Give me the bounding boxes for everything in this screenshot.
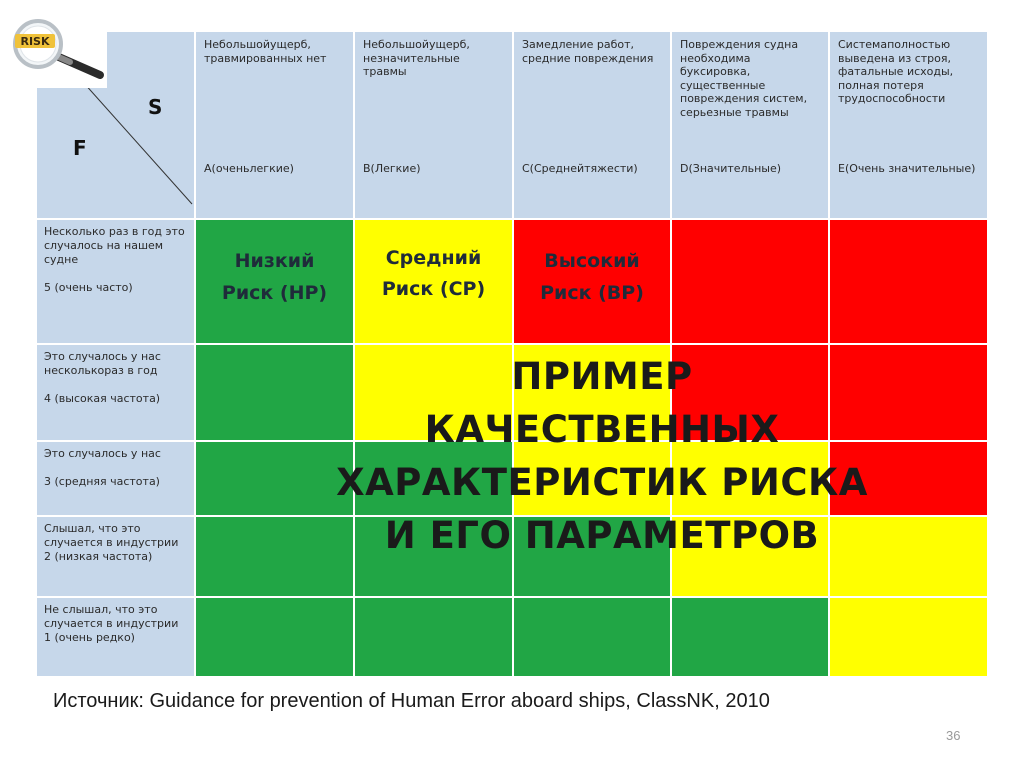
row-description: Не слышал, что это случается в индустрии (44, 603, 179, 630)
row-header-text (44, 225, 190, 295)
row-grade: 5 (очень часто) (44, 281, 133, 294)
overlay-title-line: ПРИМЕР (511, 355, 693, 398)
row-header-4 (37, 345, 194, 440)
column-grade: D(Значительные) (680, 162, 782, 175)
row-description: Слышал, что это случается в индустрии (44, 522, 179, 549)
cell-5d (672, 220, 828, 343)
risk-label-low-line2: Риск (НР) (221, 282, 328, 304)
row-description: Это случалось у нас несколькораз в год (44, 350, 161, 377)
cell-1c (514, 598, 670, 676)
column-description: Замедление работ, средние повреждения (522, 38, 654, 65)
cell-1a (196, 598, 353, 676)
overlay-title-line: И ЕГО ПАРАМЕТРОВ (384, 514, 820, 557)
overlay-title-line: ХАРАКТЕРИСТИК РИСКА (336, 461, 868, 504)
row-header-text (44, 350, 190, 406)
column-header-e (830, 32, 987, 218)
column-description: Небольшойущерб, травмированных нет (204, 38, 327, 65)
row-header-1 (37, 598, 194, 676)
row-header-text (44, 447, 190, 489)
risk-logo (0, 0, 107, 88)
column-description: Повреждения судна необходима буксировка, существенные повреждения систем, серьезные травмы (680, 38, 808, 119)
risk-label-high-line1: Высокий (544, 250, 640, 272)
risk-label-high-line2: Риск (ВР) (540, 282, 644, 304)
axis-label-f: F (73, 136, 87, 160)
column-header-a (196, 32, 353, 218)
row-grade: 2 (низкая частота) (44, 550, 153, 563)
cell-5e (830, 220, 987, 343)
row-grade: 1 (очень редко) (44, 631, 135, 644)
cell-5b (355, 220, 512, 343)
column-description: Небольшойущерб, незначительные травмы (363, 38, 470, 78)
row-header-5 (37, 220, 194, 343)
risk-label-medium-line2: Риск (СР) (381, 278, 486, 300)
column-header-d (672, 32, 828, 218)
cell-5c (514, 220, 670, 343)
column-grade: B(Легкие) (363, 162, 421, 175)
column-header-b (355, 32, 512, 218)
source-citation: Источник: Guidance for prevention of Human Error aboard ships, ClassNK, 2010 (53, 690, 770, 712)
row-header-2 (37, 517, 194, 596)
cell-1d (672, 598, 828, 676)
overlay-title (322, 350, 882, 562)
row-description: Несколько раз в год это случалось на нашем судне (44, 225, 185, 266)
cell-1e (830, 598, 987, 676)
cell-5a (196, 220, 353, 343)
column-grade: A(оченьлегкие) (204, 162, 294, 175)
slide-number: 36 (946, 728, 961, 743)
row-header-text (44, 522, 190, 564)
cell-1b (355, 598, 512, 676)
column-header-c (514, 32, 670, 218)
overlay-title-line: КАЧЕСТВЕННЫХ (424, 408, 780, 451)
column-grade: C(Среднейтяжести) (522, 162, 638, 175)
risk-label-low-line1: Низкий (234, 250, 315, 272)
column-description: Системаполностью выведена из строя, фатальные исходы, полная потеря трудоспособности (838, 38, 954, 105)
row-grade: 4 (высокая частота) (44, 392, 161, 405)
row-header-text (44, 603, 190, 645)
row-description: Это случалось у нас (44, 447, 161, 460)
risk-label-medium-line1: Средний (385, 247, 482, 269)
row-header-3 (37, 442, 194, 515)
row-grade: 3 (средняя частота) (44, 475, 160, 488)
column-grade: E(Очень значительные) (838, 162, 976, 175)
axis-label-s: S (148, 95, 163, 119)
logo-text: RISK (20, 35, 50, 48)
magnifier-icon (0, 0, 107, 88)
